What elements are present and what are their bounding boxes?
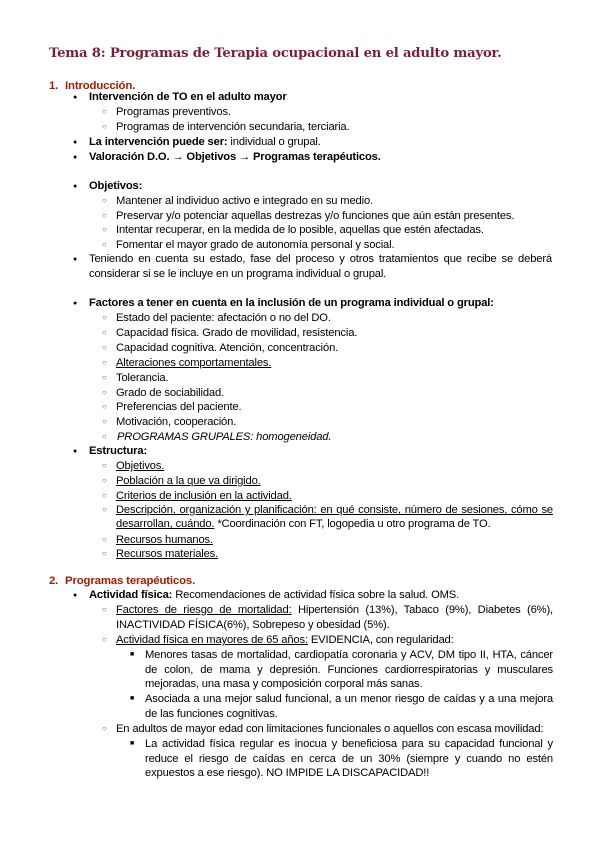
- list-item: Fomentar el mayor grado de autonomía personal y social.: [116, 239, 395, 251]
- circle-bullet-icon: [102, 386, 107, 401]
- list-item-continuation: INACTIVIDAD FÍSICA(6%), Sobrepeso y obesidad (5%).: [116, 619, 390, 631]
- list-item: Teniendo en cuenta su estado, fase del proceso y otros tratamientos que recibe se deberá: [89, 253, 552, 265]
- circle-bullet-icon: [102, 400, 107, 415]
- list-item: Valoración D.O. → Objetivos → Programas terapéuticos.: [89, 151, 381, 163]
- list-item: La actividad física regular es inocua y beneficiosa para su capacidad funcional y: [145, 738, 553, 750]
- circle-bullet-icon: [102, 633, 107, 648]
- list-item: Factores a tener en cuenta en la inclusión de un programa individual o grupal:: [89, 297, 494, 309]
- list-item: PROGRAMAS GRUPALES: homogeneidad.: [117, 431, 332, 443]
- list-item-continuation: mejoradas, una masa y composición corporal más sanas.: [145, 678, 423, 690]
- list-item: Estructura:: [89, 445, 148, 457]
- list-item: Motivación, cooperación.: [116, 416, 237, 428]
- document-title: Tema 8: Programas de Terapia ocupacional en el adulto mayor.: [49, 46, 502, 61]
- circle-bullet-icon: [102, 503, 107, 518]
- list-item: Objetivos:: [89, 180, 143, 192]
- list-item: Grado de sociabilidad.: [116, 387, 225, 399]
- list-item: Actividad física: Recomendaciones de actividad física sobre la salud. OMS.: [89, 589, 460, 601]
- circle-bullet-icon: [102, 223, 107, 238]
- square-bullet-icon: [130, 692, 134, 707]
- list-item: Preservar y/o potenciar aquellas destrezas y/o funciones que aún están presentes.: [116, 210, 515, 222]
- circle-bullet-icon: [102, 415, 107, 430]
- circle-bullet-icon: [102, 209, 107, 224]
- list-item: Factores de riesgo de mortalidad: Hipertensión (13%), Tabaco (9%), Diabetes (6%),: [116, 604, 553, 616]
- circle-bullet-icon: [102, 430, 107, 445]
- list-item-continuation: reduce el riesgo de caídas en cerca de un 30% (siempre y cuando no estén: [145, 753, 553, 765]
- list-item: Recursos humanos.: [116, 534, 213, 546]
- circle-bullet-icon: [102, 533, 107, 548]
- bullet-icon: [73, 151, 77, 166]
- list-item: Intentar recuperar, en la medida de lo posible, aquellas que estén afectadas.: [116, 224, 484, 236]
- list-item-continuation: de las funciones cognitivas.: [145, 708, 278, 720]
- circle-bullet-icon: [102, 356, 107, 371]
- list-item-continuation: expuestos a ese riesgo). NO IMPIDE LA DISCAPACIDAD!!: [145, 767, 430, 779]
- square-bullet-icon: [130, 648, 134, 663]
- bullet-icon: [73, 253, 77, 268]
- bullet-icon: [73, 445, 77, 460]
- section-heading-1: 1. Introducción.: [49, 80, 136, 92]
- list-item: Asociada a una mejor salud funcional, a un menor riesgo de caídas y a una mejora: [145, 693, 553, 705]
- circle-bullet-icon: [102, 105, 107, 120]
- section-heading-2: 2. Programas terapéuticos.: [49, 575, 196, 587]
- circle-bullet-icon: [102, 489, 107, 504]
- circle-bullet-icon: [102, 341, 107, 356]
- circle-bullet-icon: [102, 311, 107, 326]
- bullet-icon: [73, 180, 77, 195]
- list-item: Programas de intervención secundaria, terciaria.: [116, 121, 350, 133]
- list-item: Mantener al individuo activo e integrado en su medio.: [116, 195, 373, 207]
- list-item-continuation: desarrollan, cuándo. *Coordinación con FT, logopedia u otro programa de TO.: [116, 518, 491, 530]
- bullet-icon: [73, 136, 77, 151]
- list-item: Recursos materiales.: [116, 548, 219, 560]
- list-item: Tolerancia.: [116, 372, 169, 384]
- list-item: Programas preventivos.: [116, 106, 231, 118]
- list-item: Actividad física en mayores de 65 años: EVIDENCIA, con regularidad:: [116, 634, 454, 646]
- list-item: Estado del paciente: afectación o no del DO.: [116, 312, 331, 324]
- list-item: Criterios de inclusión en la actividad.: [116, 490, 292, 502]
- list-item: Capacidad cognitiva. Atención, concentración.: [116, 342, 339, 354]
- circle-bullet-icon: [102, 194, 107, 209]
- list-item-continuation: considerar si se le incluye en un programa individual o grupal.: [89, 268, 387, 280]
- circle-bullet-icon: [102, 603, 107, 618]
- circle-bullet-icon: [102, 326, 107, 341]
- list-item: Población a la que va dirigido.: [116, 475, 261, 487]
- list-item: La intervención puede ser: individual o grupal.: [89, 136, 321, 148]
- bullet-icon: [73, 297, 77, 312]
- list-item: Menores tasas de mortalidad, cardiopatía coronaria y ACV, DM tipo II, HTA, cáncer: [145, 649, 553, 661]
- bullet-icon: [73, 589, 77, 604]
- circle-bullet-icon: [102, 238, 107, 253]
- list-item-continuation: de colon, de mama y depresión. Funciones cardiorrespiratorias y musculares: [145, 664, 553, 676]
- circle-bullet-icon: [102, 120, 107, 135]
- square-bullet-icon: [130, 737, 134, 752]
- list-item: Alteraciones comportamentales.: [116, 357, 272, 369]
- list-item: Objetivos.: [116, 460, 165, 472]
- list-item: Intervención de TO en el adulto mayor: [89, 91, 287, 103]
- bullet-icon: [73, 91, 77, 106]
- list-item: En adultos de mayor edad con limitaciones funcionales o aquellos con escasa movilidad:: [116, 723, 544, 735]
- circle-bullet-icon: [102, 474, 107, 489]
- list-item: Capacidad física. Grado de movilidad, resistencia.: [116, 327, 358, 339]
- circle-bullet-icon: [102, 459, 107, 474]
- circle-bullet-icon: [102, 722, 107, 737]
- list-item: Preferencias del paciente.: [116, 401, 242, 413]
- circle-bullet-icon: [102, 371, 107, 386]
- list-item: Descripción, organización y planificación: en qué consiste, número de sesiones, cómo se: [116, 504, 553, 516]
- circle-bullet-icon: [102, 547, 107, 562]
